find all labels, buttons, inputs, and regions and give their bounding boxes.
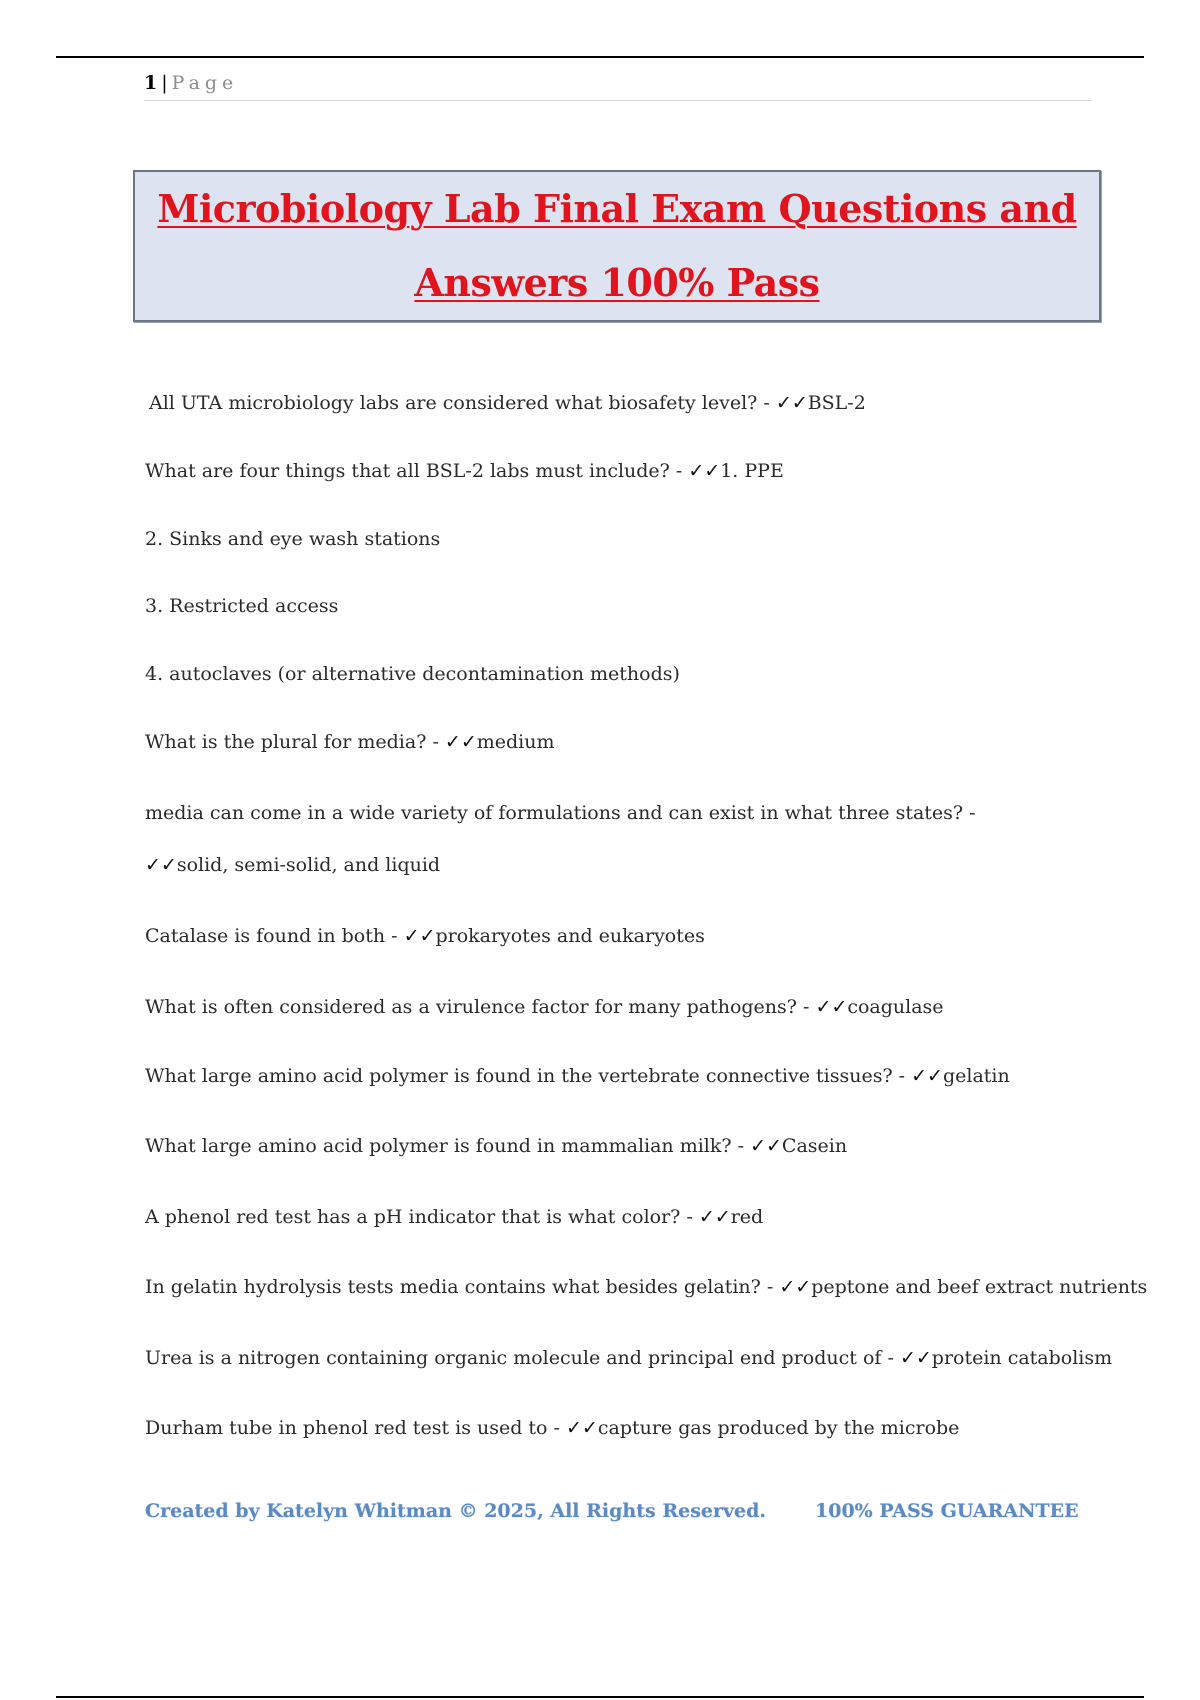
answer-text: medium: [476, 731, 555, 753]
question-text: What is often considered as a virulence factor for many pathogens? -: [145, 996, 816, 1018]
answer-text: coagulase: [847, 996, 944, 1018]
answer-text: capture gas produced by the microbe: [597, 1417, 960, 1439]
check-icon: ✓✓: [775, 392, 808, 414]
qa-item: [145, 1402, 1075, 1454]
qa-item: [145, 1191, 1075, 1243]
qa-item: [145, 1332, 1113, 1384]
qa-item: [145, 1120, 1075, 1172]
check-icon: ✓✓: [911, 1065, 943, 1087]
answer-text: peptone and beef extract nutrients: [811, 1276, 1148, 1298]
qa-item: [145, 910, 1075, 962]
page-number: 1: [144, 72, 158, 94]
check-icon: ✓✓: [698, 1206, 731, 1228]
check-icon: ✓✓: [145, 854, 177, 876]
check-icon: ✓✓: [688, 460, 721, 482]
title-box: [133, 170, 1101, 322]
question-text: What large amino acid polymer is found in mammalian milk? -: [145, 1135, 751, 1157]
question-text: What are four things that all BSL-2 labs must include? -: [145, 460, 689, 482]
question-text: Urea is a nitrogen containing organic molecule and principal end product of -: [145, 1347, 900, 1369]
answer-text: Casein: [781, 1135, 848, 1157]
answer-text: 1. PPE: [720, 460, 784, 482]
answer-text: protein catabolism: [931, 1347, 1113, 1369]
footer-copyright: Created by Katelyn Whitman © 2025, All Rights Reserved.: [145, 1500, 767, 1522]
answer-text: BSL-2: [807, 392, 866, 414]
qa-item: [145, 1261, 1148, 1313]
list-item: [145, 580, 1075, 632]
check-icon: ✓✓: [779, 1276, 812, 1298]
qa-item: [145, 445, 1075, 497]
answer-text: gelatin: [942, 1065, 1010, 1087]
page-separator: |: [161, 72, 168, 94]
list-item-text: 3. Restricted access: [145, 595, 339, 617]
question-text: Durham tube in phenol red test is used to -: [145, 1417, 566, 1439]
document-title-line-1: Microbiology Lab Final Exam Questions and: [157, 186, 1077, 231]
qa-item: [145, 716, 1075, 768]
question-text: In gelatin hydrolysis tests media contains what besides gelatin? -: [145, 1276, 780, 1298]
top-rule: [56, 56, 1144, 58]
question-text: All UTA microbiology labs are considered what biosafety level? -: [149, 392, 776, 414]
list-item-text: 2. Sinks and eye wash stations: [145, 528, 441, 550]
page-label: Page: [171, 72, 239, 94]
answer-text: red: [730, 1206, 764, 1228]
qa-item: [145, 1050, 1075, 1102]
page-header: [144, 72, 1092, 101]
document-title-line-2: Answers 100% Pass: [414, 260, 820, 305]
answer-text: solid, semi-solid, and liquid: [176, 854, 441, 876]
check-icon: ✓✓: [403, 925, 436, 947]
list-item: [145, 648, 1075, 700]
question-text: media can come in a wide variety of formulations and can exist in what three states? -: [145, 802, 976, 824]
check-icon: ✓✓: [899, 1347, 932, 1369]
answer-text: prokaryotes and eukaryotes: [435, 925, 705, 947]
footer-guarantee: 100% PASS GUARANTEE: [815, 1500, 1079, 1522]
qa-item: [149, 377, 1079, 429]
check-icon: ✓✓: [444, 731, 477, 753]
question-text: What is the plural for media? -: [145, 731, 445, 753]
question-text: What large amino acid polymer is found in the vertebrate connective tissues? -: [145, 1065, 912, 1087]
qa-item: [145, 787, 1057, 891]
question-text: A phenol red test has a pH indicator that is what color? -: [145, 1206, 699, 1228]
list-item-text: 4. autoclaves (or alternative decontamination methods): [145, 663, 680, 685]
question-text: Catalase is found in both -: [145, 925, 404, 947]
check-icon: ✓✓: [566, 1417, 598, 1439]
check-icon: ✓✓: [815, 996, 848, 1018]
check-icon: ✓✓: [750, 1135, 782, 1157]
bottom-rule: [56, 1696, 1144, 1698]
qa-item: [145, 981, 1075, 1033]
list-item: [145, 513, 1075, 565]
